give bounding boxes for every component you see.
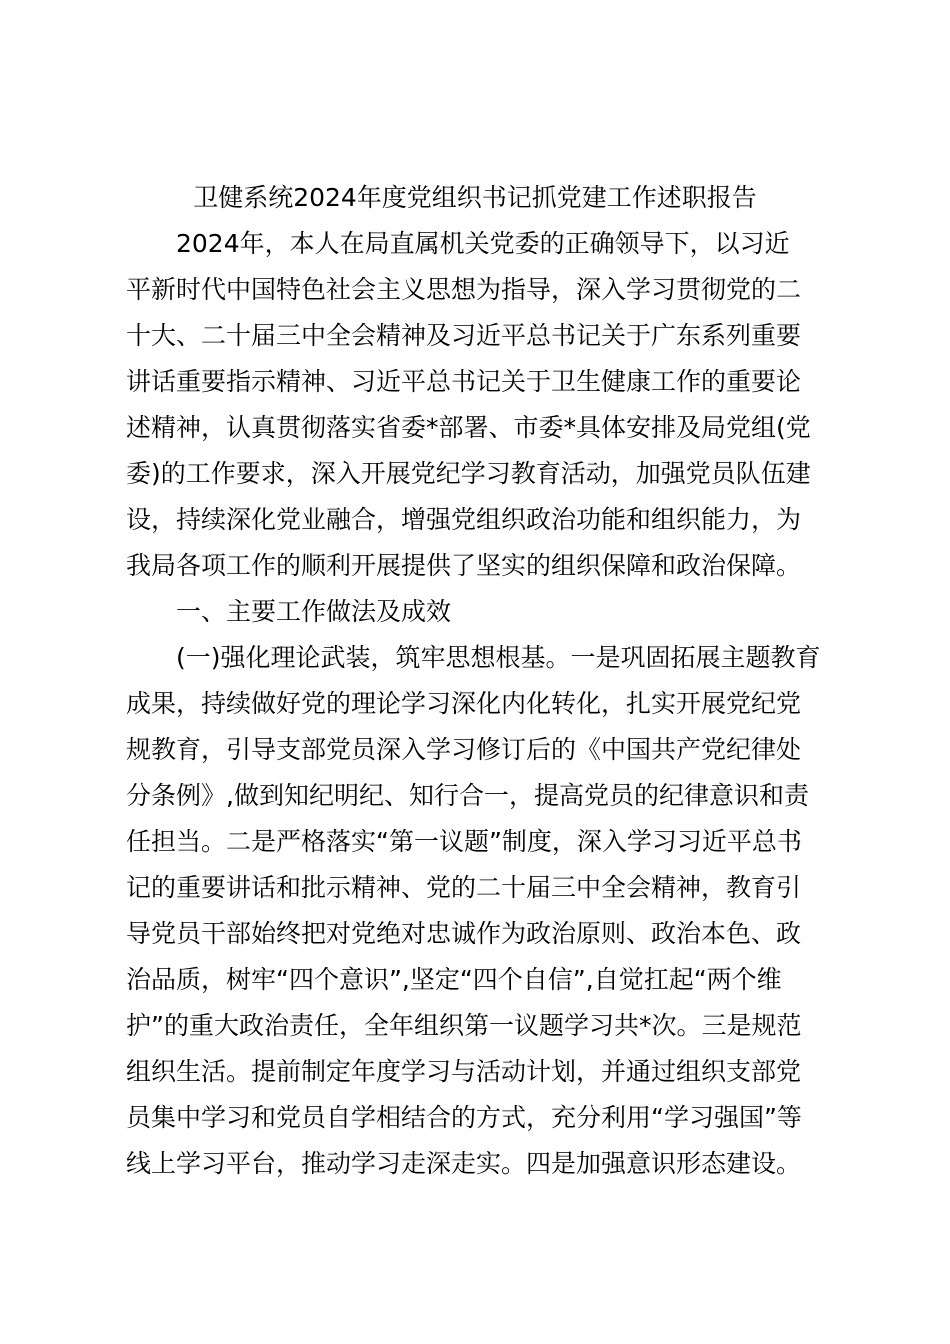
- paragraph-line: 组织生活。提前制定年度学习与活动计划，并通过组织支部党: [126, 1057, 802, 1086]
- section-heading: 一、主要工作做法及成效: [176, 597, 452, 626]
- paragraph-line: 2024年，本人在局直属机关党委的正确领导下，以习近: [176, 229, 790, 258]
- paragraph-line: 导党员干部始终把对党绝对忠诚作为政治原则、政治本色、政: [126, 919, 802, 948]
- paragraph-line: 护”的重大政治责任，全年组织第一议题学习共*次。三是规范: [126, 1011, 802, 1040]
- paragraph-line: 分条例》,做到知纪明纪、知行合一，提高党员的纪律意识和责: [126, 781, 809, 810]
- paragraph-line: 述精神，认真贯彻落实省委*部署、市委*具体安排及局党组(党: [126, 413, 811, 442]
- paragraph-line: 线上学习平台，推动学习走深走实。四是加强意识形态建设。: [126, 1149, 802, 1178]
- document-title: 卫健系统2024年度党组织书记抓党建工作述职报告: [193, 183, 757, 212]
- paragraph-line: 我局各项工作的顺利开展提供了坚实的组织保障和政治保障。: [126, 551, 802, 580]
- paragraph-line: 任担当。二是严格落实“第一议题”制度，深入学习习近平总书: [126, 827, 802, 856]
- paragraph-line: 员集中学习和党员自学相结合的方式，充分利用“学习强国”等: [126, 1103, 802, 1132]
- paragraph-line: 记的重要讲话和批示精神、党的二十届三中全会精神，教育引: [126, 873, 802, 902]
- paragraph-line: 设，持续深化党业融合，增强党组织政治功能和组织能力，为: [126, 505, 802, 534]
- paragraph-line: 平新时代中国特色社会主义思想为指导，深入学习贯彻党的二: [126, 275, 802, 304]
- paragraph-line: 治品质，树牢“四个意识”,坚定“四个自信”,自觉扛起“两个维: [126, 965, 782, 994]
- paragraph-line: 成果，持续做好党的理论学习深化内化转化，扎实开展党纪党: [126, 689, 802, 718]
- paragraph-line: 委)的工作要求，深入开展党纪学习教育活动，加强党员队伍建: [126, 459, 811, 488]
- paragraph-line: 十大、二十届三中全会精神及习近平总书记关于广东系列重要: [126, 321, 802, 350]
- paragraph-line: 规教育，引导支部党员深入学习修订后的《中国共产党纪律处: [126, 735, 802, 764]
- paragraph-line: (一)强化理论武装，筑牢思想根基。一是巩固拓展主题教育: [176, 643, 821, 672]
- paragraph-line: 讲话重要指示精神、习近平总书记关于卫生健康工作的重要论: [126, 367, 802, 396]
